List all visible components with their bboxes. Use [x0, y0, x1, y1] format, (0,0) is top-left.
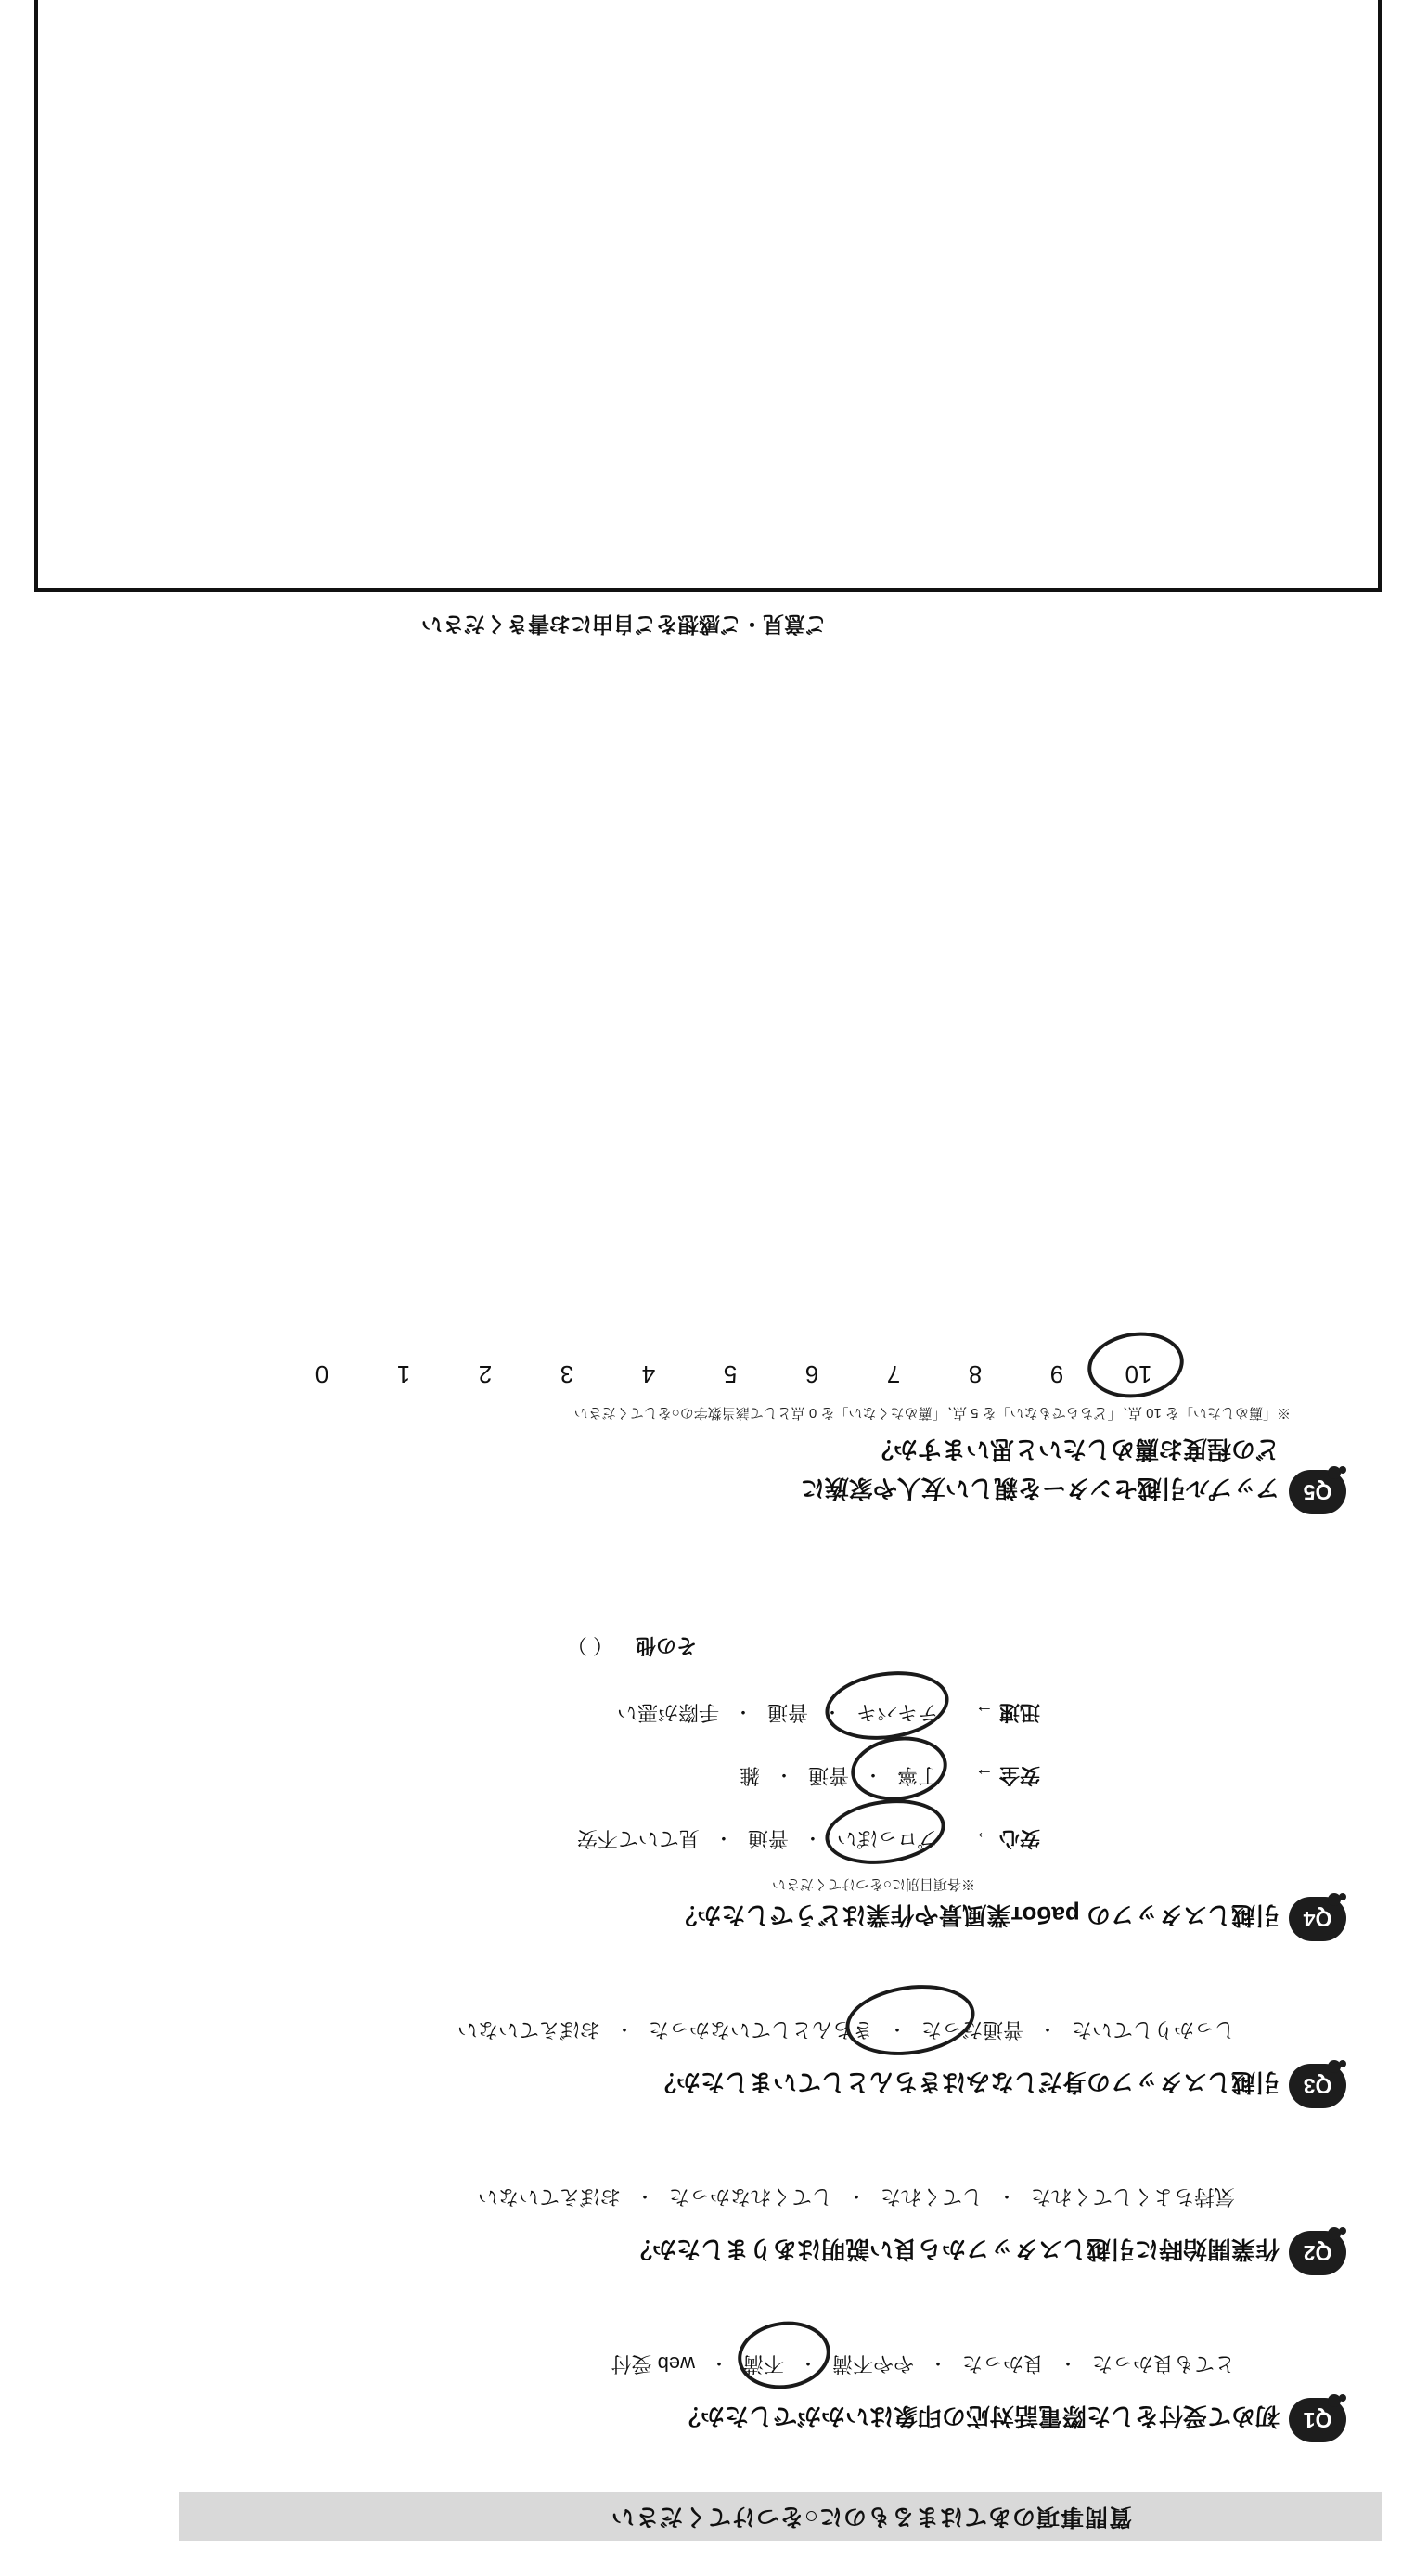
q5-note: ※「薦めしたい」を 10 点、「どちらでもない」を 5 点、「薦めたくない」を 0 点として該当数字の○をしてください [573, 1405, 1291, 1421]
q5-scale-7[interactable]: 7 [886, 1360, 901, 1388]
q5-scale-5[interactable]: 5 [723, 1360, 738, 1388]
sep: ・ [887, 2018, 907, 2039]
arrow-icon: → [974, 1827, 994, 1848]
q4-row0-option-0[interactable]: プロっぽい [836, 1827, 938, 1850]
q5-scale-6[interactable]: 6 [804, 1360, 819, 1388]
question-q1 [66, 2325, 1346, 2437]
comment-label: ご意見・ご感想をご自由にお書きください [421, 612, 827, 637]
q3-ink-circle [842, 1977, 980, 2064]
q3-badge [1289, 2060, 1346, 2108]
sep: ・ [822, 1701, 842, 1721]
q4-other-label: その他 [635, 1634, 697, 1657]
q4-row2-option-1[interactable]: 普通 [766, 1701, 808, 1724]
q2-badge [1289, 2227, 1346, 2275]
q5-number: Q5 [1303, 1480, 1332, 1504]
q1-badge [1289, 2394, 1346, 2442]
q4-text: 引越しスタッフの работ業風景や作業はどうでしたか？ [673, 1901, 1280, 1929]
q5-scale-0[interactable]: 0 [315, 1360, 329, 1388]
q5-scale-9[interactable]: 9 [1049, 1360, 1064, 1388]
arrow-icon: → [974, 1701, 994, 1721]
q4-row1-label-text: 安全 [998, 1764, 1040, 1787]
q2-options [478, 2183, 1235, 2212]
comment-box[interactable] [34, 0, 1382, 592]
q4-row2-label [975, 1699, 1040, 1728]
question-q5 [66, 1305, 1346, 1509]
q5-scale-4[interactable]: 4 [641, 1360, 656, 1388]
q5-scale-8[interactable]: 8 [968, 1360, 983, 1388]
sep: ・ [997, 2185, 1016, 2206]
q4-row1-option-0[interactable]: 丁寧 [896, 1764, 938, 1787]
sep: ・ [635, 2185, 654, 2206]
q5-ink-circle [1084, 1326, 1189, 1404]
q4-row0-ink-circle [821, 1792, 949, 1871]
q1-option-3[interactable]: 不満 [742, 2352, 784, 2376]
question-q2 [66, 2158, 1346, 2270]
q4-row2-option-2[interactable]: 手際が悪い [616, 1701, 719, 1724]
q4-row0-label-text: 安心 [998, 1827, 1040, 1850]
q2-option-2[interactable]: してくれなかった [668, 2185, 832, 2209]
q5-scale-3[interactable]: 3 [560, 1360, 574, 1388]
q5-text-line2: どの程度お薦めしたいと思いますか？ [868, 1436, 1280, 1463]
q5-badge [1289, 1466, 1346, 1514]
q2-text: 作業開始時に引越しスタッフから良い説明はありましたか？ [627, 2235, 1280, 2263]
q2-option-0[interactable]: 気持ちよくしてくれた [1030, 2185, 1235, 2209]
q5-scale [281, 1359, 1179, 1388]
q3-text: 引越しスタッフの身だしなみはきちんとしていましたか？ [651, 2068, 1280, 2096]
q4-row1-ink-circle [847, 1731, 951, 1807]
q1-option-4[interactable]: web 受付 [611, 2352, 695, 2376]
sep: ・ [774, 1764, 793, 1784]
q4-row1-option-1[interactable]: 普通 [807, 1764, 849, 1787]
sep: ・ [714, 1827, 733, 1848]
q5-scale-2[interactable]: 2 [478, 1360, 493, 1388]
sep: ・ [863, 1764, 882, 1784]
q3-option-1[interactable]: 普通だった [920, 2018, 1023, 2041]
q1-options [611, 2351, 1235, 2379]
q4-badge [1289, 1893, 1346, 1941]
q1-text: 初めて受付をした際電話対応の印象はいかがでしたか？ [675, 2402, 1280, 2430]
question-q3 [66, 1991, 1346, 2103]
q4-row2-ink-circle [821, 1664, 954, 1747]
sep: ・ [1037, 2018, 1057, 2039]
q1-option-2[interactable]: やや不満 [831, 2352, 914, 2376]
q5-scale-1[interactable]: 1 [396, 1360, 411, 1388]
q1-option-1[interactable]: 良かった [961, 2352, 1044, 2376]
q2-option-1[interactable]: してくれた [880, 2185, 983, 2209]
arrow-icon: → [974, 1764, 994, 1784]
q2-option-3[interactable]: おぼえていない [477, 2185, 621, 2209]
q5-scale-10[interactable]: 10 [1125, 1360, 1152, 1388]
instruction-band [38, 2492, 1382, 2541]
q1-option-0[interactable]: とても良かった [1091, 2352, 1235, 2376]
q4-row1-label [975, 1762, 1040, 1791]
sep: ・ [733, 1701, 752, 1721]
q4-row2-option-0[interactable]: テキパキ [855, 1701, 938, 1724]
sep: ・ [798, 2352, 817, 2373]
q4-other-value[interactable]: （ ） [566, 1634, 613, 1657]
band-spacer [38, 2492, 179, 2541]
sep: ・ [1058, 2352, 1077, 2373]
q3-option-0[interactable]: しっかりしていた [1071, 2018, 1235, 2041]
q3-option-2[interactable]: きちんとしていなかった [648, 2018, 873, 2041]
sep: ・ [928, 2352, 947, 2373]
sep: ・ [614, 2018, 634, 2039]
q3-number: Q3 [1303, 2074, 1332, 2098]
q4-number: Q4 [1303, 1907, 1332, 1931]
question-q4 [66, 1602, 1346, 1936]
q5-text-line1: アップル引越センターを親しい友人や家族に [800, 1475, 1280, 1502]
q4-row0-option-1[interactable]: 普通 [747, 1827, 789, 1850]
q4-row0-option-2[interactable]: 見ていて不安 [576, 1827, 700, 1850]
q4-note: ※各項目別に○をつけてください [771, 1876, 975, 1892]
q3-option-3[interactable]: おぼえていない [457, 2018, 600, 2041]
q1-number: Q1 [1303, 2408, 1332, 2432]
sep: ・ [846, 2185, 866, 2206]
q4-row1-option-2[interactable]: 雑 [739, 1764, 760, 1787]
q2-number: Q2 [1303, 2241, 1332, 2265]
sep: ・ [709, 2352, 728, 2373]
q1-ink-circle [733, 2315, 834, 2394]
sep: ・ [803, 1827, 822, 1848]
q4-row0-label [975, 1825, 1040, 1854]
q4-row2-label-text: 迅速 [998, 1701, 1040, 1724]
instruction-text: 質問事項のあてはまるものに○をつけてください [610, 2504, 1133, 2530]
